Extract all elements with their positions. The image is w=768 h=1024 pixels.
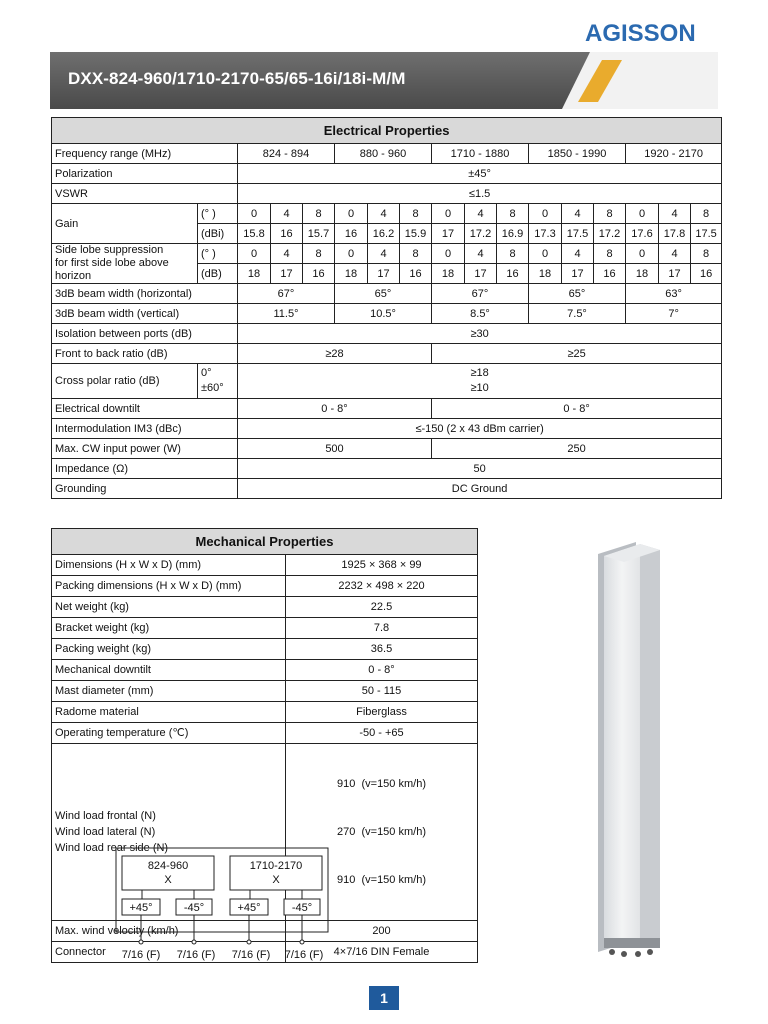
row-value: ±45°: [238, 164, 722, 184]
value-cell: 65°: [335, 284, 432, 304]
value-cell: 500: [238, 439, 432, 459]
xpol-angle: ±60°: [201, 382, 224, 394]
value-cell: 63°: [626, 284, 722, 304]
band-low-label: 824-960: [147, 860, 189, 872]
table-row: [52, 702, 478, 723]
xpol-angle: 0°: [201, 367, 212, 379]
row-value: ≤-150 (2 x 43 dBm carrier): [238, 419, 722, 439]
row-value: 50: [238, 459, 722, 479]
table-row: [52, 576, 478, 597]
table-row: [52, 304, 722, 324]
x-mark-low: X: [164, 874, 172, 886]
value-cell: 17: [368, 264, 400, 284]
table-row: [52, 681, 478, 702]
value-cell: 16.2: [368, 224, 400, 244]
value-cell: 8: [594, 204, 626, 224]
value-cell: 18: [335, 264, 368, 284]
xpol-value: ≥18: [470, 367, 489, 379]
mechanical-title: Mechanical Properties: [52, 529, 478, 555]
value-cell: 67°: [238, 284, 335, 304]
value-cell: 0: [626, 204, 659, 224]
row-value: 22.5: [286, 597, 478, 618]
table-row: [52, 164, 722, 184]
port-plus-high: +45°: [237, 902, 261, 914]
port-diagram: [112, 846, 332, 964]
sls-label-line: Side lobe suppression: [55, 244, 164, 256]
value-cell: 17.2: [594, 224, 626, 244]
value-cell: 0: [335, 244, 368, 264]
port-minus-high: -45°: [291, 902, 313, 914]
table-row: [52, 284, 722, 304]
table-row: [52, 479, 722, 499]
row-value: 1925 × 368 × 99: [286, 555, 478, 576]
value-cell: 67°: [432, 284, 529, 304]
row-label: Mechanical downtilt: [52, 660, 286, 681]
value-cell: 17: [465, 264, 497, 284]
wind-value: 910 (v=150 km/h): [337, 778, 426, 790]
band-cell: 1850 - 1990: [529, 144, 626, 164]
value-cell: 8.5°: [432, 304, 529, 324]
value-cell: 17.8: [659, 224, 691, 244]
row-label: Max. wind velocity (km/h): [52, 921, 286, 942]
row-value: -50 - +65: [286, 723, 478, 744]
connector-label: 7/16 (F): [284, 949, 324, 961]
value-cell: 8: [691, 244, 722, 264]
table-row: [52, 244, 722, 264]
row-label: Frequency range (MHz): [52, 144, 238, 164]
value-cell: 16: [594, 264, 626, 284]
table-row: [52, 419, 722, 439]
row-value: DC Ground: [238, 479, 722, 499]
value-cell: 16: [271, 224, 303, 244]
row-label: Front to back ratio (dB): [52, 344, 238, 364]
table-row: [52, 660, 478, 681]
row-label: Radome material: [52, 702, 286, 723]
table-row: [52, 144, 722, 164]
row-label: 3dB beam width (horizontal): [52, 284, 238, 304]
value-cell: 17.3: [529, 224, 562, 244]
value-cell: 16: [691, 264, 722, 284]
row-value: ≥30: [238, 324, 722, 344]
row-label: Intermodulation IM3 (dBc): [52, 419, 238, 439]
value-cell: 4: [562, 244, 594, 264]
value-cell: 18: [529, 264, 562, 284]
row-value: 200: [286, 921, 478, 942]
value-cell: 10.5°: [335, 304, 432, 324]
value-cell: 18: [432, 264, 465, 284]
table-row: [52, 364, 722, 399]
band-cell: 1920 - 2170: [626, 144, 722, 164]
row-label: Grounding: [52, 479, 238, 499]
value-cell: 8: [497, 244, 529, 264]
value-cell: 17.2: [465, 224, 497, 244]
row-value: Fiberglass: [286, 702, 478, 723]
value-cell: 0: [432, 244, 465, 264]
row-label: Connector: [52, 942, 286, 963]
value-cell: 4: [659, 204, 691, 224]
value-cell: ≥28: [238, 344, 432, 364]
value-cell: 0: [529, 244, 562, 264]
value-cell: 18: [626, 264, 659, 284]
xpol-value: ≥10: [470, 382, 489, 394]
row-value: 2232 × 498 × 220: [286, 576, 478, 597]
value-cell: 8: [303, 244, 335, 264]
value-cell: 4: [368, 244, 400, 264]
table-row: [52, 324, 722, 344]
value-cell: 17.5: [562, 224, 594, 244]
value-cell: 0 - 8°: [238, 399, 432, 419]
table-row: [52, 184, 722, 204]
value-cell: 4: [465, 204, 497, 224]
row-value: 4×7/16 DIN Female: [286, 942, 478, 963]
wind-label: Wind load lateral (N): [55, 826, 156, 838]
antenna-image: [590, 540, 670, 960]
row-label: Electrical downtilt: [52, 399, 238, 419]
port-minus-low: -45°: [183, 902, 205, 914]
electrical-properties-table: [51, 117, 722, 499]
value-cell: 17.6: [626, 224, 659, 244]
value-cell: 250: [432, 439, 722, 459]
value-cell: 16: [303, 264, 335, 284]
value-cell: 17: [271, 264, 303, 284]
port-plus-low: +45°: [129, 902, 153, 914]
row-label: Mast diameter (mm): [52, 681, 286, 702]
table-row: [52, 204, 722, 224]
value-cell: 0: [335, 204, 368, 224]
value-cell: 16: [335, 224, 368, 244]
table-row: [52, 399, 722, 419]
table-row: [52, 597, 478, 618]
row-label: Impedance (Ω): [52, 459, 238, 479]
row-label: Cross polar ratio (dB): [52, 364, 198, 399]
value-cell: 0: [626, 244, 659, 264]
value-cell: ≥25: [432, 344, 722, 364]
value-cell: 4: [659, 244, 691, 264]
value-cell: 16: [400, 264, 432, 284]
row-label: Polarization: [52, 164, 238, 184]
value-cell: 4: [562, 204, 594, 224]
value-cell: 7°: [626, 304, 722, 324]
row-label: Isolation between ports (dB): [52, 324, 238, 344]
wind-label: Wind load frontal (N): [55, 810, 156, 822]
header-bar: [50, 52, 590, 109]
value-cell: 0: [432, 204, 465, 224]
connector-label: 7/16 (F): [121, 949, 161, 961]
value-cell: 8: [400, 204, 432, 224]
row-label: [52, 244, 198, 284]
row-label: Bracket weight (kg): [52, 618, 286, 639]
table-row: [52, 723, 478, 744]
row-label: Operating temperature (℃): [52, 723, 286, 744]
row-label: Gain: [52, 204, 198, 244]
value-cell: 15.8: [238, 224, 271, 244]
value-cell: 65°: [529, 284, 626, 304]
company-logo: AGISSON: [585, 20, 696, 47]
unit-cell: (dB): [198, 264, 238, 284]
value-cell: 0: [238, 204, 271, 224]
wind-value: 910 (v=150 km/h): [337, 874, 426, 886]
page-number: 1: [369, 986, 399, 1010]
value-cell: 16: [497, 264, 529, 284]
band-cell: 1710 - 1880: [432, 144, 529, 164]
table-row: [52, 439, 722, 459]
row-value: [238, 364, 722, 399]
value-cell: 18: [238, 264, 271, 284]
row-label: Packing weight (kg): [52, 639, 286, 660]
connector-label: 7/16 (F): [231, 949, 271, 961]
product-title: DXX-824-960/1710-2170-65/65-16i/18i-M/M: [68, 69, 406, 88]
connector-label: 7/16 (F): [176, 949, 216, 961]
value-cell: 8: [691, 204, 722, 224]
band-high-label: 1710-2170: [249, 860, 303, 872]
unit-cell: (° ): [198, 244, 238, 264]
sls-label-line: for first side lobe above: [55, 257, 169, 269]
row-label: 3dB beam width (vertical): [52, 304, 238, 324]
value-cell: 4: [271, 244, 303, 264]
unit-cell: [198, 364, 238, 399]
row-value: 50 - 115: [286, 681, 478, 702]
value-cell: 8: [303, 204, 335, 224]
row-label: Packing dimensions (H x W x D) (mm): [52, 576, 286, 597]
row-value: ≤1.5: [238, 184, 722, 204]
value-cell: 16.9: [497, 224, 529, 244]
value-cell: 8: [497, 204, 529, 224]
row-value: 36.5: [286, 639, 478, 660]
value-cell: 7.5°: [529, 304, 626, 324]
value-cell: 15.9: [400, 224, 432, 244]
band-cell: 880 - 960: [335, 144, 432, 164]
row-label: Dimensions (H x W x D) (mm): [52, 555, 286, 576]
row-value: 7.8: [286, 618, 478, 639]
value-cell: 15.7: [303, 224, 335, 244]
page-header: [50, 52, 718, 109]
value-cell: 0: [529, 204, 562, 224]
table-row: [52, 344, 722, 364]
logo-panel: [562, 52, 718, 109]
value-cell: 17: [562, 264, 594, 284]
table-row: [52, 555, 478, 576]
value-cell: 0: [238, 244, 271, 264]
value-cell: 0 - 8°: [432, 399, 722, 419]
value-cell: 17: [432, 224, 465, 244]
unit-cell: (° ): [198, 204, 238, 224]
row-value: 0 - 8°: [286, 660, 478, 681]
sls-label-line: horizon: [55, 270, 92, 282]
value-cell: 4: [465, 244, 497, 264]
unit-cell: (dBi): [198, 224, 238, 244]
value-cell: 17.5: [691, 224, 722, 244]
table-row: [52, 639, 478, 660]
value-cell: 4: [368, 204, 400, 224]
value-cell: 4: [271, 204, 303, 224]
value-cell: 17: [659, 264, 691, 284]
band-cell: 824 - 894: [238, 144, 335, 164]
value-cell: 11.5°: [238, 304, 335, 324]
wind-value: 270 (v=150 km/h): [337, 826, 426, 838]
wind-label: Wind load rear side (N): [55, 842, 169, 854]
row-label: Max. CW input power (W): [52, 439, 238, 459]
value-cell: 8: [594, 244, 626, 264]
table-row: [52, 459, 722, 479]
value-cell: 8: [400, 244, 432, 264]
table-row: [52, 618, 478, 639]
row-label: Net weight (kg): [52, 597, 286, 618]
electrical-title: Electrical Properties: [52, 118, 722, 144]
x-mark-high: X: [272, 874, 280, 886]
row-label: VSWR: [52, 184, 238, 204]
